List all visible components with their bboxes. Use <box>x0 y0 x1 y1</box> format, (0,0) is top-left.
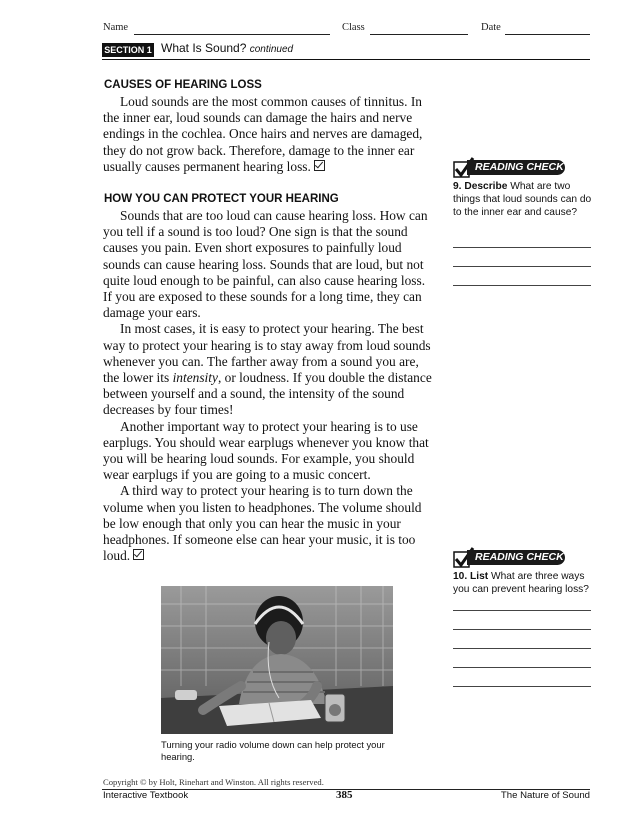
protect-paragraph-3: Another important way to protect your hearing is to use earplugs. You should wear earplugs whenever you know that you will be hearing loud sounds. For example, you should wear earplugs if you are going to a music concert. <box>103 418 429 483</box>
section-rule <box>102 59 590 60</box>
section-title <box>161 41 293 55</box>
answer-line[interactable] <box>453 629 591 630</box>
term-intensity: intensity <box>172 370 218 386</box>
section-badge: SECTION 1 <box>102 43 154 57</box>
photo-caption: Turning your radio volume down can help protect your hearing. <box>161 739 385 762</box>
protect-paragraph-1: Sounds that are too loud can cause hearing loss. How can you tell if a sound is too loud? One sign is that the sound causes you pain. Even short exposures to painfully loud sounds can cause hearing loss. Sounds that are loud, but not quite loud enough to be painful, can also cause hearing loss. If you are exposed to these sounds for a long time, they can damage your ears. <box>103 208 428 321</box>
p4-text: A third way to protect your hearing is to turn down the volume when you listen to headphones. The volume should be low enough that only you can hear the music in your headphones. If someone else can hear your music, it is too loud. <box>103 483 422 564</box>
reading-check-9-question <box>453 181 593 219</box>
class-field[interactable] <box>370 34 468 35</box>
answer-line[interactable] <box>453 247 591 248</box>
checkmark-box-icon <box>314 160 325 171</box>
name-field[interactable] <box>134 34 330 35</box>
question-number: 10. <box>453 571 468 582</box>
reading-check-10-question <box>453 571 593 597</box>
heading-causes: CAUSES OF HEARING LOSS <box>104 79 262 91</box>
question-verb: Describe <box>464 181 508 192</box>
causes-paragraph <box>103 94 436 175</box>
answer-line[interactable] <box>453 667 591 668</box>
photo-student-headphones <box>161 586 393 734</box>
reading-check-9-banner <box>453 157 583 181</box>
causes-paragraph-text: Loud sounds are the most common causes of tinnitus. In the inner ear, loud sounds can damage the hairs and nerve endings in the cochlea. Once hairs and nerves are damaged, they do not grow back. Therefore, damage to the inner ear usually causes permanent hearing loss. <box>103 94 423 174</box>
name-label: Name <box>103 22 129 33</box>
causes-text <box>103 94 436 175</box>
question-number: 9. <box>453 181 462 192</box>
answer-line[interactable] <box>453 648 591 649</box>
answer-line[interactable] <box>453 686 591 687</box>
section-title-text: What Is Sound? <box>161 41 247 55</box>
protect-paragraph-2 <box>103 321 436 418</box>
class-label: Class <box>342 22 365 33</box>
question-text: What are three ways you can prevent hearing loss? <box>453 571 589 595</box>
question-verb: List <box>470 571 489 582</box>
p2-after: , or loudness. If you double the distance between yourself and a sound, the intensity of the sound decreases by four times! <box>103 370 432 418</box>
checkmark-box-icon <box>133 549 144 560</box>
answer-line[interactable] <box>453 610 591 611</box>
reading-check-10-banner <box>453 547 583 571</box>
reading-check-label: READING CHECK <box>467 550 565 565</box>
protect-text <box>103 208 436 564</box>
date-label: Date <box>481 22 501 33</box>
question-text: What are two things that loud sounds can do to the inner ear and cause? <box>453 181 592 218</box>
date-field[interactable] <box>505 34 590 35</box>
answer-line[interactable] <box>453 266 591 267</box>
section-title-suffix: continued <box>249 44 294 55</box>
protect-paragraph-4 <box>103 483 436 564</box>
reading-check-label: READING CHECK <box>467 160 565 175</box>
page-number: 385 <box>336 789 353 801</box>
heading-protect: HOW YOU CAN PROTECT YOUR HEARING <box>104 193 339 205</box>
footer-chapter-title: The Nature of Sound <box>500 790 590 801</box>
copyright: Copyright © by Holt, Rinehart and Winston. All rights reserved. <box>103 777 324 787</box>
p2-before: In most cases, it is easy to protect your hearing. The best way to protect your hearing is to stay away from loud sounds whenever you can. The farther away from a sound you are, the lower its <box>103 321 431 386</box>
footer-book-title: Interactive Textbook <box>103 790 189 801</box>
answer-line[interactable] <box>453 285 591 286</box>
